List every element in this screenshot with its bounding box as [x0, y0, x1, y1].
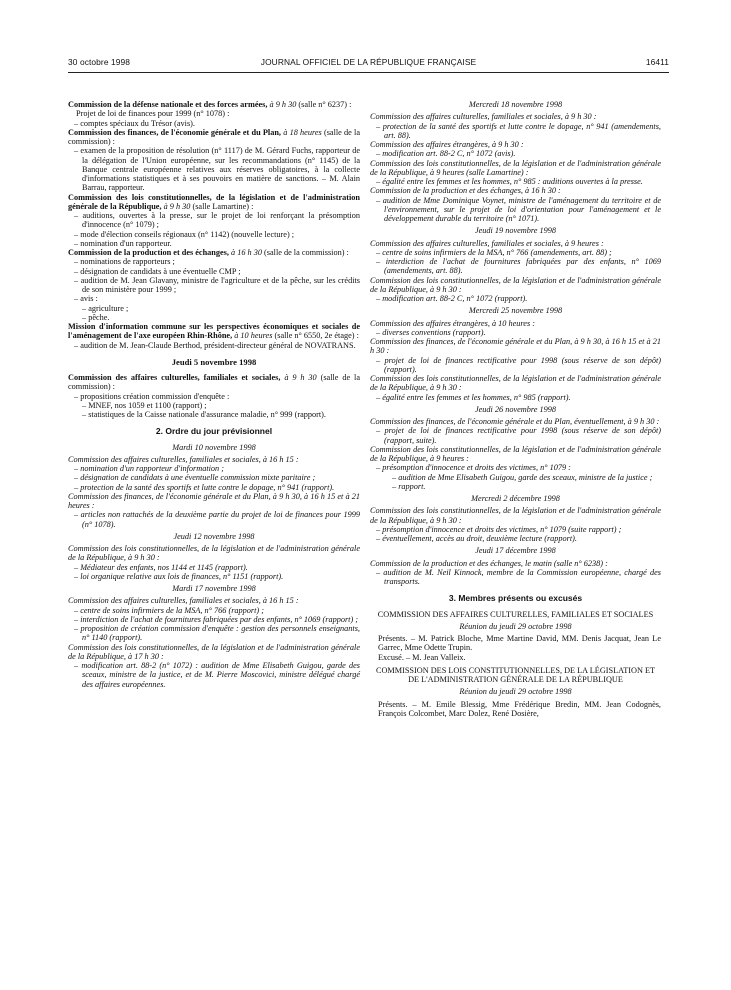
entry-lois: Commission des lois constitutionnelles, de la législation et de l'administration générale de la République, à 9 h 30 (salle Lamartine) :: [68, 192, 360, 211]
list-item: – présomption d'innocence et droits des victimes, n° 1079 (suite rapport) ;: [376, 524, 622, 534]
list-item: – projet de loi de finances rectificative pour 1998 (sous réserve de son dépôt) (rapport, suite).: [376, 426, 661, 445]
list-item: – audition de M. Jean-Claude Berthod, président-directeur général de NOVATRANS.: [74, 340, 356, 350]
date-heading: Mardi 17 novembre 1998: [172, 584, 256, 593]
list-item: – Médiateur des enfants, nos 1144 et 1145 (rapport).: [74, 562, 248, 572]
entry-text: Commission des lois constitutionnelles, de la législation et de l'administration générale de la République, à 9 heures (salle Lamartine) :: [370, 158, 661, 177]
entry-text: Projet de loi de finances pour 1999 (n° 1078) :: [76, 109, 230, 119]
entry-text: Commission des affaires culturelles, familiales et sociales, à 16 h 15 :: [68, 454, 299, 464]
list-item: – présomption d'innocence et droits des victimes, n° 1079 :: [376, 463, 571, 473]
right-column: [370, 100, 661, 718]
date-heading: Jeudi 26 novembre 1998: [474, 404, 557, 414]
page-header: [68, 57, 669, 71]
list-item: – interdiction de l'achat de fournitures fabriquées par des enfants, n° 1069 (rapport) ;: [74, 614, 359, 624]
list-item: – avis :: [74, 294, 98, 304]
list-item: – désignation de candidats à une éventuelle CMP ;: [74, 266, 241, 276]
entry-text: Commission des affaires étrangères, à 10 heures :: [370, 318, 535, 328]
date-heading: Mardi 10 novembre 1998: [172, 442, 256, 452]
list-item: – comptes spéciaux du Trésor (avis).: [74, 118, 195, 128]
date-heading: Mercredi 2 décembre 1998: [471, 494, 560, 503]
list-item: – égalité entre les femmes et les hommes, n° 985 : auditions ouvertes à la presse.: [376, 177, 643, 186]
entry-text: Commission des lois constitutionnelles, de la législation et de l'administration générale de la République, à 9 heures :: [370, 444, 661, 463]
list-item: – nomination d'un rapporteur d'information ;: [74, 464, 224, 473]
entry-affaires-culturelles: Commission des affaires culturelles, familiales et sociales, à 9 h 30 (salle de la commission) :: [68, 373, 361, 392]
list-item: – audition de M. Neil Kinnock, membre de la Commission européenne, chargé des transports.: [376, 567, 661, 586]
entry-text: Commission des finances, de l'économie générale et du Plan, à 9 h 30, à 16 h 15 et à 21 heures :: [68, 491, 360, 510]
list-item: – MNEF, nos 1059 et 1100 (rapport) ;: [82, 400, 207, 410]
list-item: – audition de Mme Elisabeth Guigou, garde des sceaux, ministre de la justice ;: [392, 472, 653, 482]
list-item: – mode d'élection conseils régionaux (n° 1142) (nouvelle lecture) ;: [74, 229, 295, 239]
list-item: – modification art. 88-2 C, n° 1072 (rapport).: [376, 294, 528, 303]
entry-text: Commission des affaires culturelles, familiales et sociales, à 16 h 15 :: [68, 596, 299, 606]
header-page-number: 16411: [645, 57, 669, 67]
entry-text: Commission des lois constitutionnelles, de la législation et de l'administration générale de la République, à 9 h 30 :: [370, 506, 661, 525]
entry-text: Commission des lois constitutionnelles, de la législation et de l'administration générale de la République, à 9 h 30 :: [68, 544, 360, 563]
date-heading: Jeudi 12 novembre 1998: [173, 531, 255, 541]
list-item: – interdiction de l'achat de fournitures fabriquées par des enfants, n° 1069 (amendements, art. 88).: [376, 257, 661, 276]
entry-text: Commission des affaires étrangères, à 9 h 30 :: [370, 140, 524, 149]
list-item: – loi organique relative aux lois de finances, n° 1151 (rapport).: [74, 571, 284, 581]
list-item: – projet de loi de finances rectificative pour 1998 (sous réserve de son dépôt) (rapport).: [376, 355, 661, 374]
list-item: – éventuellement, accès au droit, deuxième lecture (rapport).: [376, 534, 577, 543]
section-heading: 3. Membres présents ou excusés: [448, 593, 583, 604]
list-item: – pêche.: [82, 312, 110, 322]
list-item: – proposition de création commission d'enquête : gestion des personnels enseignants, n° 1140 (rapport).: [74, 624, 360, 643]
members-present: Présents. – M. Emile Blessig, Mme Frédérique Bredin, MM. Jean Codognès, François Colcombet, Marc Dolez, René Dosière,: [378, 699, 661, 718]
list-item: – centre de soins infirmiers de la MSA, n° 766 (amendements, art. 88) ;: [376, 247, 612, 257]
members-excused: Excusé. – M. Jean Valleix.: [378, 652, 466, 662]
date-heading: Mercredi 25 novembre 1998: [468, 306, 563, 316]
left-column: [68, 100, 360, 689]
list-item: – nominations de rapporteurs ;: [74, 257, 175, 267]
list-item: – articles non rattachés de la deuxième partie du projet de loi de finances pour 1999 (n° 1078).: [74, 510, 360, 529]
list-item: – désignation de candidats à une éventuelle commission mixte paritaire ;: [74, 473, 316, 483]
committee-heading: COMMISSION DES LOIS CONSTITUTIONNELLES, DE LA LÉGISLATION ET DE L'ADMINISTRATION GÉNÉRALE DE LA RÉPUBLIQUE: [375, 665, 656, 684]
list-item: – audition de M. Jean Glavany, ministre de l'agriculture et de la pêche, sur les crédits de son ministère pour 1999 ;: [74, 275, 360, 294]
committee-heading: COMMISSION DES AFFAIRES CULTURELLES, FAMILIALES ET SOCIALES: [377, 609, 654, 619]
entry-text: Commission des lois constitutionnelles, de la législation et de l'administration générale de la République, à 17 h 30 :: [68, 642, 360, 661]
entry-defense: Commission de la défense nationale et des forces armées, à 9 h 30 (salle n° 6237) :: [68, 100, 352, 109]
list-item: – rapport.: [392, 481, 426, 491]
list-item: – propositions création commission d'enquête :: [74, 391, 230, 401]
entry-text: Commission de la production et des échanges, le matin (salle n° 6238) :: [370, 558, 608, 568]
list-item: – auditions, ouvertes à la presse, sur le projet de loi renforçant la présomption d'innocence (n° 1079) ;: [74, 211, 360, 230]
date-heading: Jeudi 19 novembre 1998: [474, 226, 557, 236]
header-date: 30 octobre 1998: [68, 57, 131, 67]
meeting-date: Réunion du jeudi 29 octobre 1998: [459, 687, 572, 697]
entry-finances: Commission des finances, de l'économie générale et du Plan, à 18 heures (salle de la commission) :: [68, 127, 360, 146]
list-item: – diverses conventions (rapport).: [376, 327, 486, 337]
entry-text: Commission des lois constitutionnelles, de la législation et de l'administration générale de la République, à 9 h 30 :: [370, 275, 661, 294]
entry-mission: Mission d'information commune sur les perspectives économiques et sociales de l'aménagement de l'axe européen Rhin-Rhône, à 10 heures (salle n° 6550, 2e étage) :: [68, 322, 360, 341]
list-item: – protection de la santé des sportifs et lutte contre le dopage, n° 941 (amendements, art. 88).: [376, 121, 661, 140]
entry-text: Commission des finances, de l'économie générale et du Plan, éventuellement, à 9 h 30 :: [370, 417, 660, 426]
entry-text: Commission des affaires culturelles, familiales et sociales, à 9 heures :: [370, 238, 604, 248]
list-item: – égalité entre les femmes et les hommes, n° 985 (rapport).: [376, 392, 571, 402]
list-item: – protection de la santé des sportifs et lutte contre le dopage, n° 941 (rapport).: [74, 482, 335, 492]
list-item: – modification art. 88-2 C, n° 1072 (avis).: [376, 149, 516, 159]
entry-text: Commission des finances, de l'économie générale et du Plan, à 9 h 30, à 16 h 15 et à 21 h 30 :: [370, 337, 661, 356]
list-item: – audition de Mme Dominique Voynet, ministre de l'aménagement du territoire et de l'environnement, sur le projet de loi d'orientation pour l'aménagement et le développement durable du territoire (n° 1071).: [376, 195, 661, 223]
entry-text: Commission des lois constitutionnelles, de la législation et de l'administration générale de la République, à 9 h 30 :: [370, 374, 661, 393]
list-item: – agriculture ;: [82, 303, 129, 313]
list-item: – modification art. 88-2 (n° 1072) : audition de Mme Elisabeth Guigou, garde des sceaux, ministre de la justice, et de M. Pierre Moscovici, ministre délégué chargé des affaires européennes.: [74, 661, 360, 689]
date-heading: Mercredi 18 novembre 1998: [468, 100, 563, 109]
entry-production: Commission de la production et des échanges, à 16 h 30 (salle de la commission) :: [68, 248, 349, 257]
date-heading: Jeudi 5 novembre 1998: [171, 356, 257, 367]
entry-text: Commission de la production et des échanges, à 16 h 30 :: [370, 186, 561, 196]
header-journal-title: JOURNAL OFFICIEL DE LA RÉPUBLIQUE FRANÇAISE: [260, 57, 477, 67]
list-item: – nomination d'un rapporteur.: [74, 238, 172, 248]
list-item: – centre de soins infirmiers de la MSA, n° 766 (rapport) ;: [74, 605, 264, 615]
date-heading: Jeudi 17 décembre 1998: [475, 546, 556, 556]
members-present: Présents. – M. Patrick Bloche, Mme Martine David, MM. Denis Jacquat, Jean Le Garrec, Mme Odette Trupin.: [378, 634, 661, 653]
list-item: – statistiques de la Caisse nationale d'assurance maladie, n° 999 (rapport).: [82, 410, 326, 419]
meeting-date: Réunion du jeudi 29 octobre 1998: [459, 621, 572, 631]
list-item: – examen de la proposition de résolution (n° 1117) de M. Gérard Fuchs, rapporteur de la délégation de l'Union européenne, sur les recommandations (n° 1145) de la Banque centrale européenne relatives aux réserves obligatoires, à la collecte d'informations statistiques et à ses pouvoirs en matière de sanctions. – M. Alain Barrau, rapporteur.: [74, 146, 360, 193]
header-rule: [68, 72, 669, 73]
entry-text: Commission des affaires culturelles, familiales et sociales, à 9 h 30 :: [370, 112, 597, 122]
section-heading: 2. Ordre du jour prévisionnel: [155, 426, 273, 437]
